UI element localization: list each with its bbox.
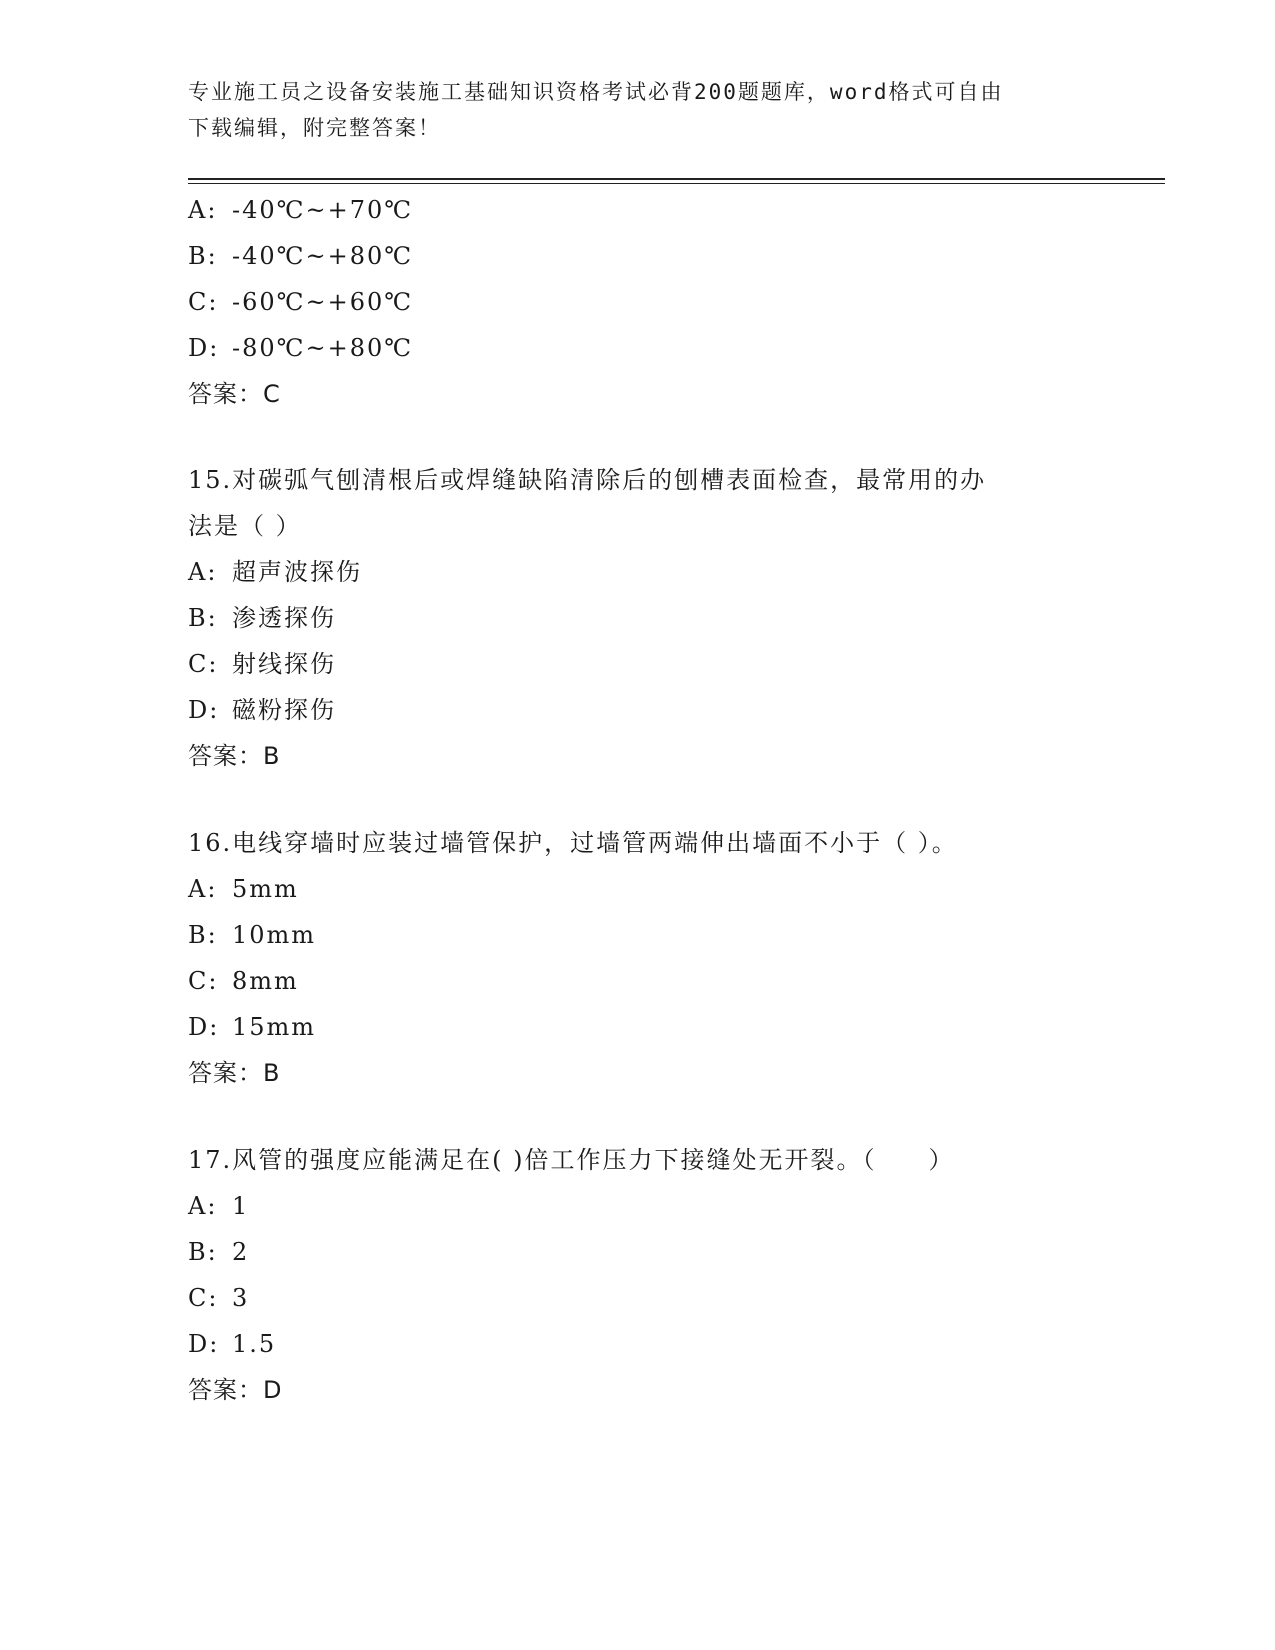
question-15-block bbox=[188, 457, 1088, 779]
option-b: B: 渗透探伤 bbox=[188, 604, 336, 632]
option-b: B: 2 bbox=[188, 1238, 250, 1266]
question-text-line-1: 15.对碳弧气刨清根后或焊缝缺陷清除后的刨槽表面检查，最常用的办 bbox=[188, 466, 987, 494]
question-16-block bbox=[188, 820, 1088, 1096]
question-17-block bbox=[188, 1137, 1088, 1413]
option-c: C: 8mm bbox=[188, 967, 299, 995]
question-text: 17.风管的强度应能满足在( )倍工作压力下接缝处无开裂。（ ） bbox=[188, 1146, 955, 1174]
header-divider-thin bbox=[188, 183, 1165, 184]
option-b: B: 10mm bbox=[188, 921, 317, 949]
option-a: A: -40℃~+70℃ bbox=[188, 196, 414, 224]
header-line-2: 下载编辑，附完整答案！ bbox=[188, 116, 441, 140]
question-14-block bbox=[188, 187, 1088, 417]
option-a: A: 1 bbox=[188, 1192, 250, 1220]
question-text: 16.电线穿墙时应装过墙管保护，过墙管两端伸出墙面不小于（ ）。 bbox=[188, 829, 958, 857]
option-d: D: -80℃~+80℃ bbox=[188, 334, 414, 362]
header-divider-thick bbox=[188, 178, 1165, 180]
option-a: A: 超声波探伤 bbox=[188, 558, 362, 586]
option-c: C: 3 bbox=[188, 1284, 250, 1312]
option-b: B: -40℃~+80℃ bbox=[188, 242, 414, 270]
option-c: C: -60℃~+60℃ bbox=[188, 288, 414, 316]
answer-line: 答案：D bbox=[188, 1376, 283, 1404]
answer-line: 答案：B bbox=[188, 742, 281, 770]
option-a: A: 5mm bbox=[188, 875, 299, 903]
answer-line: 答案：C bbox=[188, 380, 281, 408]
document-header bbox=[188, 74, 1078, 146]
question-text-line-2: 法是（ ） bbox=[188, 512, 302, 540]
answer-line: 答案：B bbox=[188, 1059, 281, 1087]
option-d: D: 磁粉探伤 bbox=[188, 696, 336, 724]
option-d: D: 15mm bbox=[188, 1013, 317, 1041]
option-d: D: 1.5 bbox=[188, 1330, 277, 1358]
header-line-1: 专业施工员之设备安装施工基础知识资格考试必背200题题库，word格式可自由 bbox=[188, 80, 1004, 104]
option-c: C: 射线探伤 bbox=[188, 650, 336, 678]
